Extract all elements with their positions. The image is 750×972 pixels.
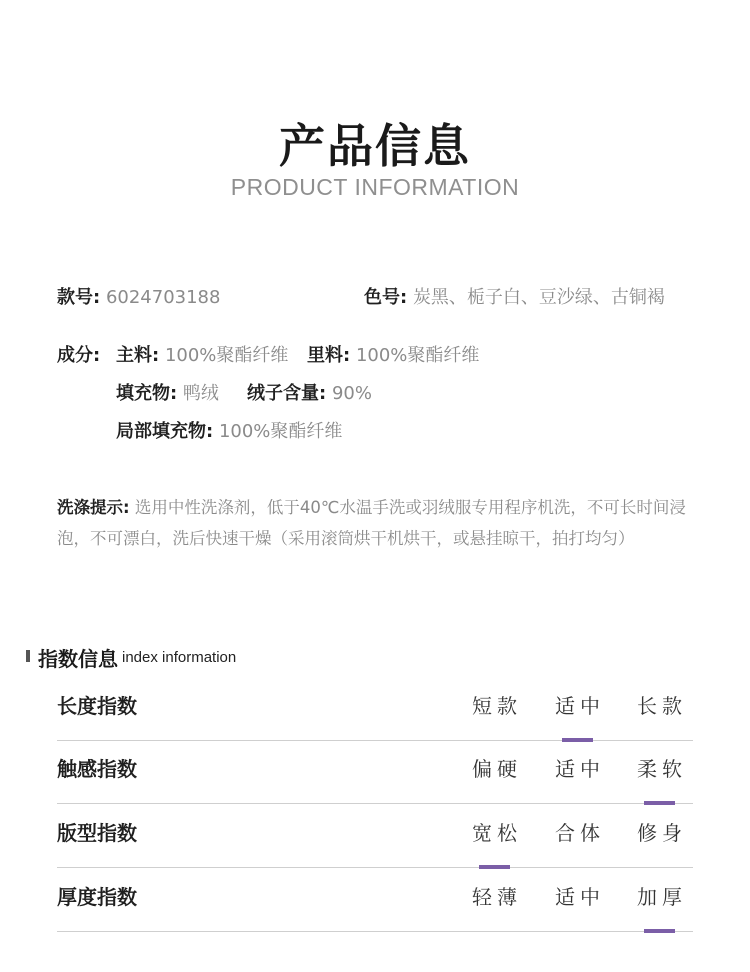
index-option: 宽松: [472, 821, 522, 845]
page-subtitle: PRODUCT INFORMATION: [230, 174, 520, 200]
down-content-value: 90%: [331, 383, 372, 404]
index-row-label: 长度指数: [57, 694, 137, 718]
index-option: 合体: [555, 821, 605, 845]
composition-label: 成分:: [57, 345, 101, 366]
index-row: [57, 867, 693, 932]
partial-filling-label: 局部填充物:: [116, 421, 214, 442]
color-value: 炭黑、栀子白、豆沙绿、古铜褐: [412, 287, 665, 308]
main-material-row: [116, 341, 288, 367]
index-title: 指数信息: [38, 647, 118, 671]
index-option: 适中: [555, 885, 605, 909]
index-row-label: 版型指数: [57, 821, 137, 845]
down-content-row: [247, 379, 372, 405]
index-option: 修身: [637, 821, 687, 845]
index-row: [57, 676, 693, 741]
index-section-header: [26, 643, 236, 672]
index-option: 适中: [555, 694, 605, 718]
color-label: 色号:: [364, 287, 408, 308]
partial-filling-row: [116, 417, 342, 443]
care-text: 选用中性洗涤剂，低于40℃水温手洗或羽绒服专用程序机洗，不可长时间浸泡，不可漂白，洗后快速干燥（采用滚筒烘干机烘干，或悬挂晾干，拍打均匀）: [57, 498, 686, 548]
index-option: 长款: [637, 694, 687, 718]
style-number-row: [57, 283, 220, 309]
down-content-label: 绒子含量:: [247, 383, 327, 404]
index-option: 柔软: [637, 757, 687, 781]
index-option: 短款: [472, 694, 522, 718]
page-title: 产品信息: [279, 119, 471, 173]
partial-filling-value: 100%聚酯纤维: [218, 421, 343, 442]
lining-value: 100%聚酯纤维: [355, 345, 480, 366]
style-number-value: 6024703188: [105, 287, 221, 308]
index-option: 加厚: [637, 885, 687, 909]
index-row-label: 触感指数: [57, 757, 137, 781]
index-selected-marker: [644, 929, 675, 933]
style-number-label: 款号:: [57, 287, 101, 308]
index-option: 轻薄: [472, 885, 522, 909]
index-row-label: 厚度指数: [57, 885, 137, 909]
main-material-value: 100%聚酯纤维: [164, 345, 289, 366]
index-row: [57, 739, 693, 804]
index-subtitle: index information: [122, 649, 237, 666]
composition-row: [57, 341, 100, 367]
lining-label: 里料:: [307, 345, 351, 366]
index-row: [57, 803, 693, 868]
index-option: 适中: [555, 757, 605, 781]
filling-value: 鸭绒: [182, 383, 219, 404]
section-bar-icon: [26, 650, 30, 662]
main-material-label: 主料:: [116, 345, 160, 366]
care-instructions: [57, 492, 702, 554]
care-label: 洗涤提示:: [57, 498, 130, 517]
index-option: 偏硬: [472, 757, 522, 781]
lining-row: [307, 341, 479, 367]
color-row: [364, 283, 665, 309]
filling-label: 填充物:: [116, 383, 178, 404]
filling-row: [116, 379, 219, 405]
